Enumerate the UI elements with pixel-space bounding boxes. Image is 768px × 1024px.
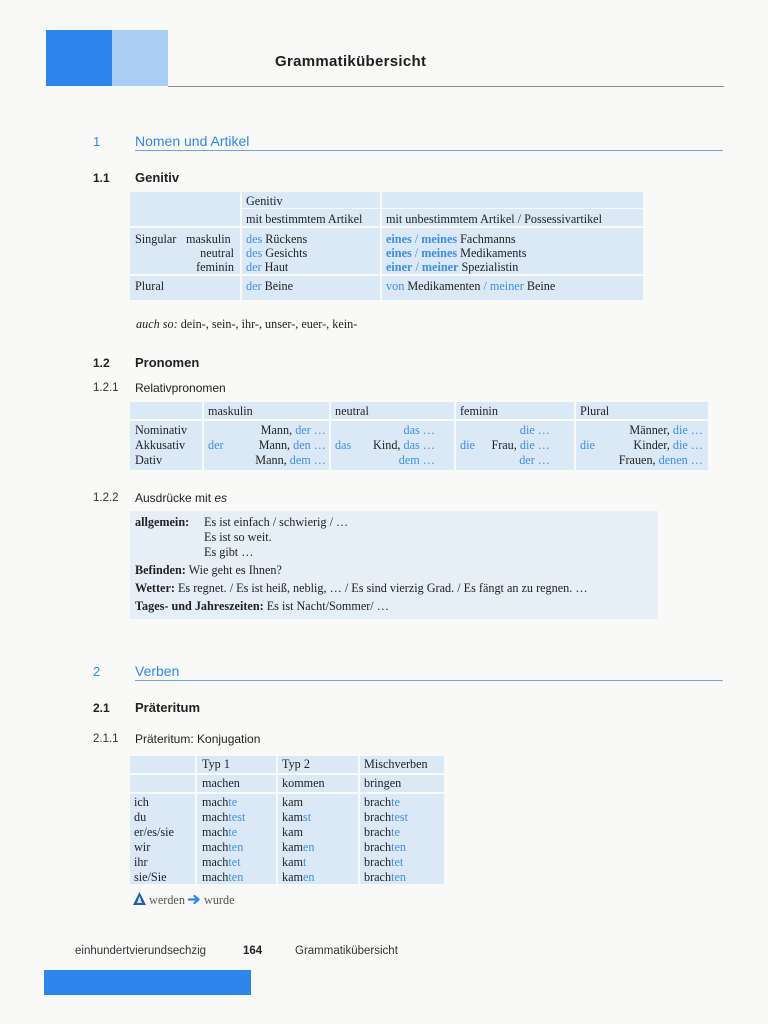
footer-bar: [44, 970, 251, 995]
typ1-ihr: machtet: [202, 855, 241, 869]
rel-mask-akk: Mann, den …: [258, 438, 326, 452]
header-block-dark: [46, 30, 112, 86]
header-block-light: [112, 30, 168, 86]
rel-plur-prefix: die: [580, 438, 595, 452]
es-expressions-box: [130, 511, 658, 619]
header-definite: mit bestimmtem Artikel: [246, 212, 363, 226]
infinitive-misch: bringen: [364, 776, 402, 790]
pronoun-ihr: ihr: [134, 855, 148, 869]
rel-plur-akk: Kinder, die …: [633, 438, 703, 452]
col-header-typ1: Typ 1: [202, 757, 230, 771]
row-label-singular: Singular: [135, 232, 177, 246]
rel-neut-dat: dem …: [398, 453, 435, 467]
section-number: 2: [93, 664, 101, 679]
row-divider: [130, 773, 444, 775]
section-title: Nomen und Artikel: [135, 133, 250, 149]
subsubsection-title: Präteritum: Konjugation: [135, 732, 261, 746]
infinitive-typ2: kommen: [282, 776, 325, 790]
arrow-right-icon: [188, 894, 201, 909]
rel-neut-nom: das …: [403, 423, 435, 437]
row-label-nominativ: Nominativ: [135, 423, 188, 437]
pronoun-ich: ich: [134, 795, 149, 809]
header-indefinite: mit unbestimmtem Artikel / Possessivartikel: [386, 212, 602, 226]
column-divider: [358, 756, 360, 884]
rel-neut-akk: Kind, das …: [373, 438, 435, 452]
footer-title: Grammatikübersicht: [295, 945, 398, 957]
auch-so-note: auch so: dein-, sein-, ihr-, unser-, euer-, kein-: [136, 317, 358, 331]
pronoun-du: du: [134, 810, 147, 824]
typ1-sie: machten: [202, 870, 244, 884]
typ2-wir: kamen: [282, 840, 315, 854]
rel-mask-nom: Mann, der …: [260, 423, 326, 437]
subsection-title: Präteritum: [135, 700, 201, 715]
subsubsection-number: 1.2.2: [93, 492, 119, 504]
section-rule: [135, 680, 723, 681]
rel-fem-akk: Frau, die …: [491, 438, 550, 452]
pronoun-er-es-sie: er/es/sie: [134, 825, 174, 839]
subsection-title: Genitiv: [135, 170, 180, 185]
col-header-feminin: feminin: [460, 404, 498, 418]
rel-fem-dat: der …: [519, 453, 550, 467]
row-divider: [130, 419, 708, 421]
row-label-plural: Plural: [135, 279, 165, 293]
pronoun-sie-Sie: sie/Sie: [134, 870, 167, 884]
column-divider: [195, 756, 197, 884]
row-label-dativ: Dativ: [135, 453, 163, 467]
row-divider: [240, 208, 643, 209]
misch-wir: brachten: [364, 840, 406, 854]
rel-plur-nom: Männer, die …: [629, 423, 703, 437]
header-rule: [168, 86, 724, 87]
allgemein-line-2: Es ist so weit.: [204, 530, 272, 544]
rel-mask-prefix: der: [208, 438, 224, 452]
section-rule: [135, 150, 723, 151]
rel-plur-dat: Frauen, denen …: [618, 453, 703, 467]
typ1-wir: machten: [202, 840, 244, 854]
indef-fem: einer / meiner Spezialistin: [386, 260, 519, 274]
typ2-er: kam: [282, 825, 303, 839]
row-label-neutral: neutral: [200, 246, 234, 260]
tageszeiten-line: Tages- und Jahreszeiten: Es ist Nacht/Sommer/ …: [135, 599, 389, 613]
misch-ihr: brachtet: [364, 855, 404, 869]
typ2-du: kamst: [282, 810, 312, 824]
row-label-akkusativ: Akkusativ: [135, 438, 186, 452]
row-divider: [130, 792, 444, 794]
rel-fem-nom: die …: [519, 423, 550, 437]
subsubsection-title: Relativpronomen: [135, 381, 226, 395]
misch-ich: brachte: [364, 795, 400, 809]
allgemein-line-3: Es gibt …: [204, 545, 254, 559]
misch-er: brachte: [364, 825, 400, 839]
warning-triangle-icon: [133, 892, 146, 909]
col-header-plural: Plural: [580, 404, 610, 418]
typ2-ihr: kamt: [282, 855, 307, 869]
col-header-mischverben: Mischverben: [364, 757, 428, 771]
row-label-maskulin: maskulin: [186, 232, 231, 246]
rel-neut-prefix: das: [335, 438, 352, 452]
row-label-feminin: feminin: [196, 260, 234, 274]
typ1-du: machtest: [202, 810, 246, 824]
subsection-number: 1.1: [93, 171, 110, 185]
relativpronomen-table: [130, 402, 708, 470]
genitiv-table: [130, 192, 643, 300]
typ1-er: machte: [202, 825, 238, 839]
wetter-line: Wetter: Es regnet. / Es ist heiß, neblig, … / Es sind vierzig Grad. / Es fängt an zu regnen. …: [135, 581, 588, 595]
misch-du: brachtest: [364, 810, 409, 824]
def-fem: der Haut: [246, 260, 289, 274]
indef-plural: von Medikamenten / meiner Beine: [386, 279, 556, 293]
section-title: Verben: [135, 663, 180, 679]
rel-mask-dat: Mann, dem …: [255, 453, 326, 467]
column-divider: [276, 756, 278, 884]
subsection-number: 1.2: [93, 356, 110, 370]
indef-masc: eines / meines Fachmanns: [386, 232, 516, 246]
infinitive-typ1: machen: [202, 776, 240, 790]
col-header-neutral: neutral: [335, 404, 369, 418]
col-header-typ2: Typ 2: [282, 757, 310, 771]
typ2-ich: kam: [282, 795, 303, 809]
subsection-title: Pronomen: [135, 355, 200, 370]
allgemein-line-1: Es ist einfach / schwierig / …: [204, 515, 349, 529]
indef-neut: eines / meines Medikaments: [386, 246, 527, 260]
subsubsection-number: 2.1.1: [93, 733, 119, 745]
col-header-maskulin: maskulin: [208, 404, 253, 418]
label-allgemein: allgemein:: [135, 515, 190, 529]
page-title: Grammatikübersicht: [275, 53, 427, 70]
misch-sie: brachten: [364, 870, 406, 884]
rel-fem-prefix: die: [460, 438, 475, 452]
subsection-number: 2.1: [93, 701, 110, 715]
def-plural: der Beine: [246, 279, 294, 293]
footer-page-number: 164: [243, 945, 263, 957]
typ1-ich: machte: [202, 795, 238, 809]
typ2-sie: kamen: [282, 870, 315, 884]
werden-note: werden wurde: [133, 892, 234, 909]
def-masc: des Rückens: [246, 232, 308, 246]
pronoun-wir: wir: [134, 840, 151, 854]
praeteritum-table: [130, 756, 444, 884]
befinden-line: Befinden: Wie geht es Ihnen?: [135, 563, 282, 577]
subsubsection-title: Ausdrücke mit es: [135, 491, 228, 505]
section-number: 1: [93, 134, 101, 149]
def-neut: des Gesichts: [246, 246, 308, 260]
subsubsection-number: 1.2.1: [93, 382, 119, 394]
footer-page-word: einhundertvierundsechzig: [75, 945, 207, 957]
header-genitiv: Genitiv: [246, 194, 283, 208]
